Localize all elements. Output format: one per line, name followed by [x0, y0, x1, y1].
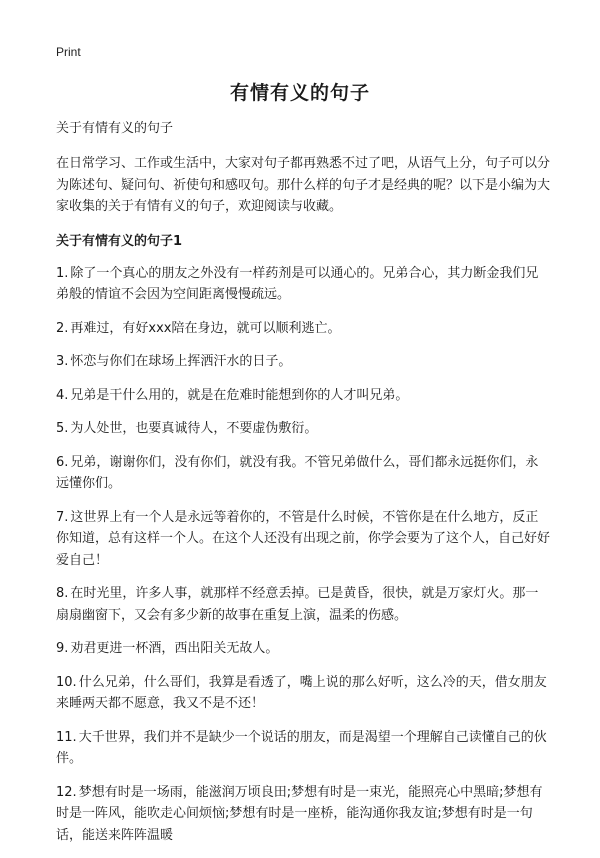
- list-item: [56, 418, 550, 440]
- item-text: 兄弟，谢谢你们，没有你们，就没有我。不管兄弟做什么，哥们都永远挺你们，永远懂你们。: [56, 454, 539, 491]
- item-number: 4.: [56, 387, 69, 403]
- sentence-list: [56, 263, 550, 847]
- list-item: [56, 672, 550, 715]
- list-item: [56, 263, 550, 306]
- item-text: 怀恋与你们在球场上挥洒汗水的日子。: [70, 354, 292, 369]
- article-title: 有情有义的句子: [229, 82, 370, 104]
- item-number: 11.: [56, 729, 77, 745]
- item-number: 8.: [56, 586, 69, 601]
- item-number: 5.: [56, 421, 69, 436]
- list-item: [56, 782, 550, 847]
- item-text: 在时光里，许多人事，就那样不经意丢掉。已是黄昏，很快，就是万家灯火。那一扇扇幽窗下，又会有多少新的故事在重复上演，温柔的伤感。: [56, 586, 539, 623]
- list-item: [56, 507, 550, 572]
- item-number: 6.: [56, 454, 69, 470]
- item-text: 兄弟是干什么用的，就是在危难时能想到你的人才叫兄弟。: [70, 387, 409, 403]
- list-item: [56, 727, 550, 770]
- article-body: [56, 119, 550, 858]
- item-number: 10.: [56, 674, 77, 690]
- item-text: 这世界上有一个人是永远等着你的，不管是什么时候，不管你是在什么地方，反正你知道，总有这样一个人。在这个人还没有出现之前，你学会要为了这个人，自己好好爱自己！: [56, 509, 551, 568]
- item-number: 9.: [56, 641, 69, 656]
- item-text: 再难过，有好xxx陪在身边，就可以顺利逃亡。: [70, 320, 341, 336]
- list-item: [56, 385, 550, 407]
- article-intro: 在日常学习、工作或生活中，大家对句子都再熟悉不过了吧，从语气上分，句子可以分为陈述句、疑问句、祈使句和感叹句。那什么样的句子才是经典的呢？以下是小编为大家收集的关于有情有义的句子，欢迎阅读与收藏。: [56, 156, 551, 214]
- list-item: [56, 318, 550, 340]
- section-heading: 关于有情有义的句子1: [56, 233, 183, 249]
- item-text: 除了一个真心的朋友之外没有一样药剂是可以通心的。兄弟合心，其力断金我们兄弟般的情谊不会因为空间距离慢慢疏远。: [56, 265, 539, 302]
- article-subtitle: 关于有情有义的句子: [56, 121, 174, 136]
- item-text: 劝君更进一杯酒，西出阳关无故人。: [70, 641, 279, 656]
- item-number: 7.: [56, 509, 69, 525]
- item-number: 12.: [56, 784, 77, 800]
- item-text: 梦想有时是一场雨，能滋润万顷良田;梦想有时是一束光，能照亮心中黑暗;梦想有时是一阵风，能吹走心间烦恼;梦想有时是一座桥，能沟通你我友谊;梦想有时是一句话，能送来阵阵温暖: [56, 784, 543, 843]
- item-text: 为人处世，也要真诚待人，不要虚伪敷衍。: [70, 421, 318, 436]
- print-link[interactable]: Print: [56, 45, 81, 59]
- item-text: 什么兄弟，什么哥们，我算是看透了，嘴上说的那么好听，这么冷的天，借女朋友来睡两天都不愿意，我又不是不还！: [56, 674, 547, 711]
- item-number: 1.: [56, 265, 69, 281]
- item-number: 2.: [56, 320, 69, 336]
- list-item: [56, 638, 550, 660]
- item-text: 大千世界，我们并不是缺少一个说话的朋友，而是渴望一个理解自己读懂自己的伙伴。: [56, 729, 547, 766]
- list-item: [56, 351, 550, 373]
- item-number: 3.: [56, 354, 69, 369]
- list-item: [56, 583, 550, 626]
- list-item: [56, 452, 550, 495]
